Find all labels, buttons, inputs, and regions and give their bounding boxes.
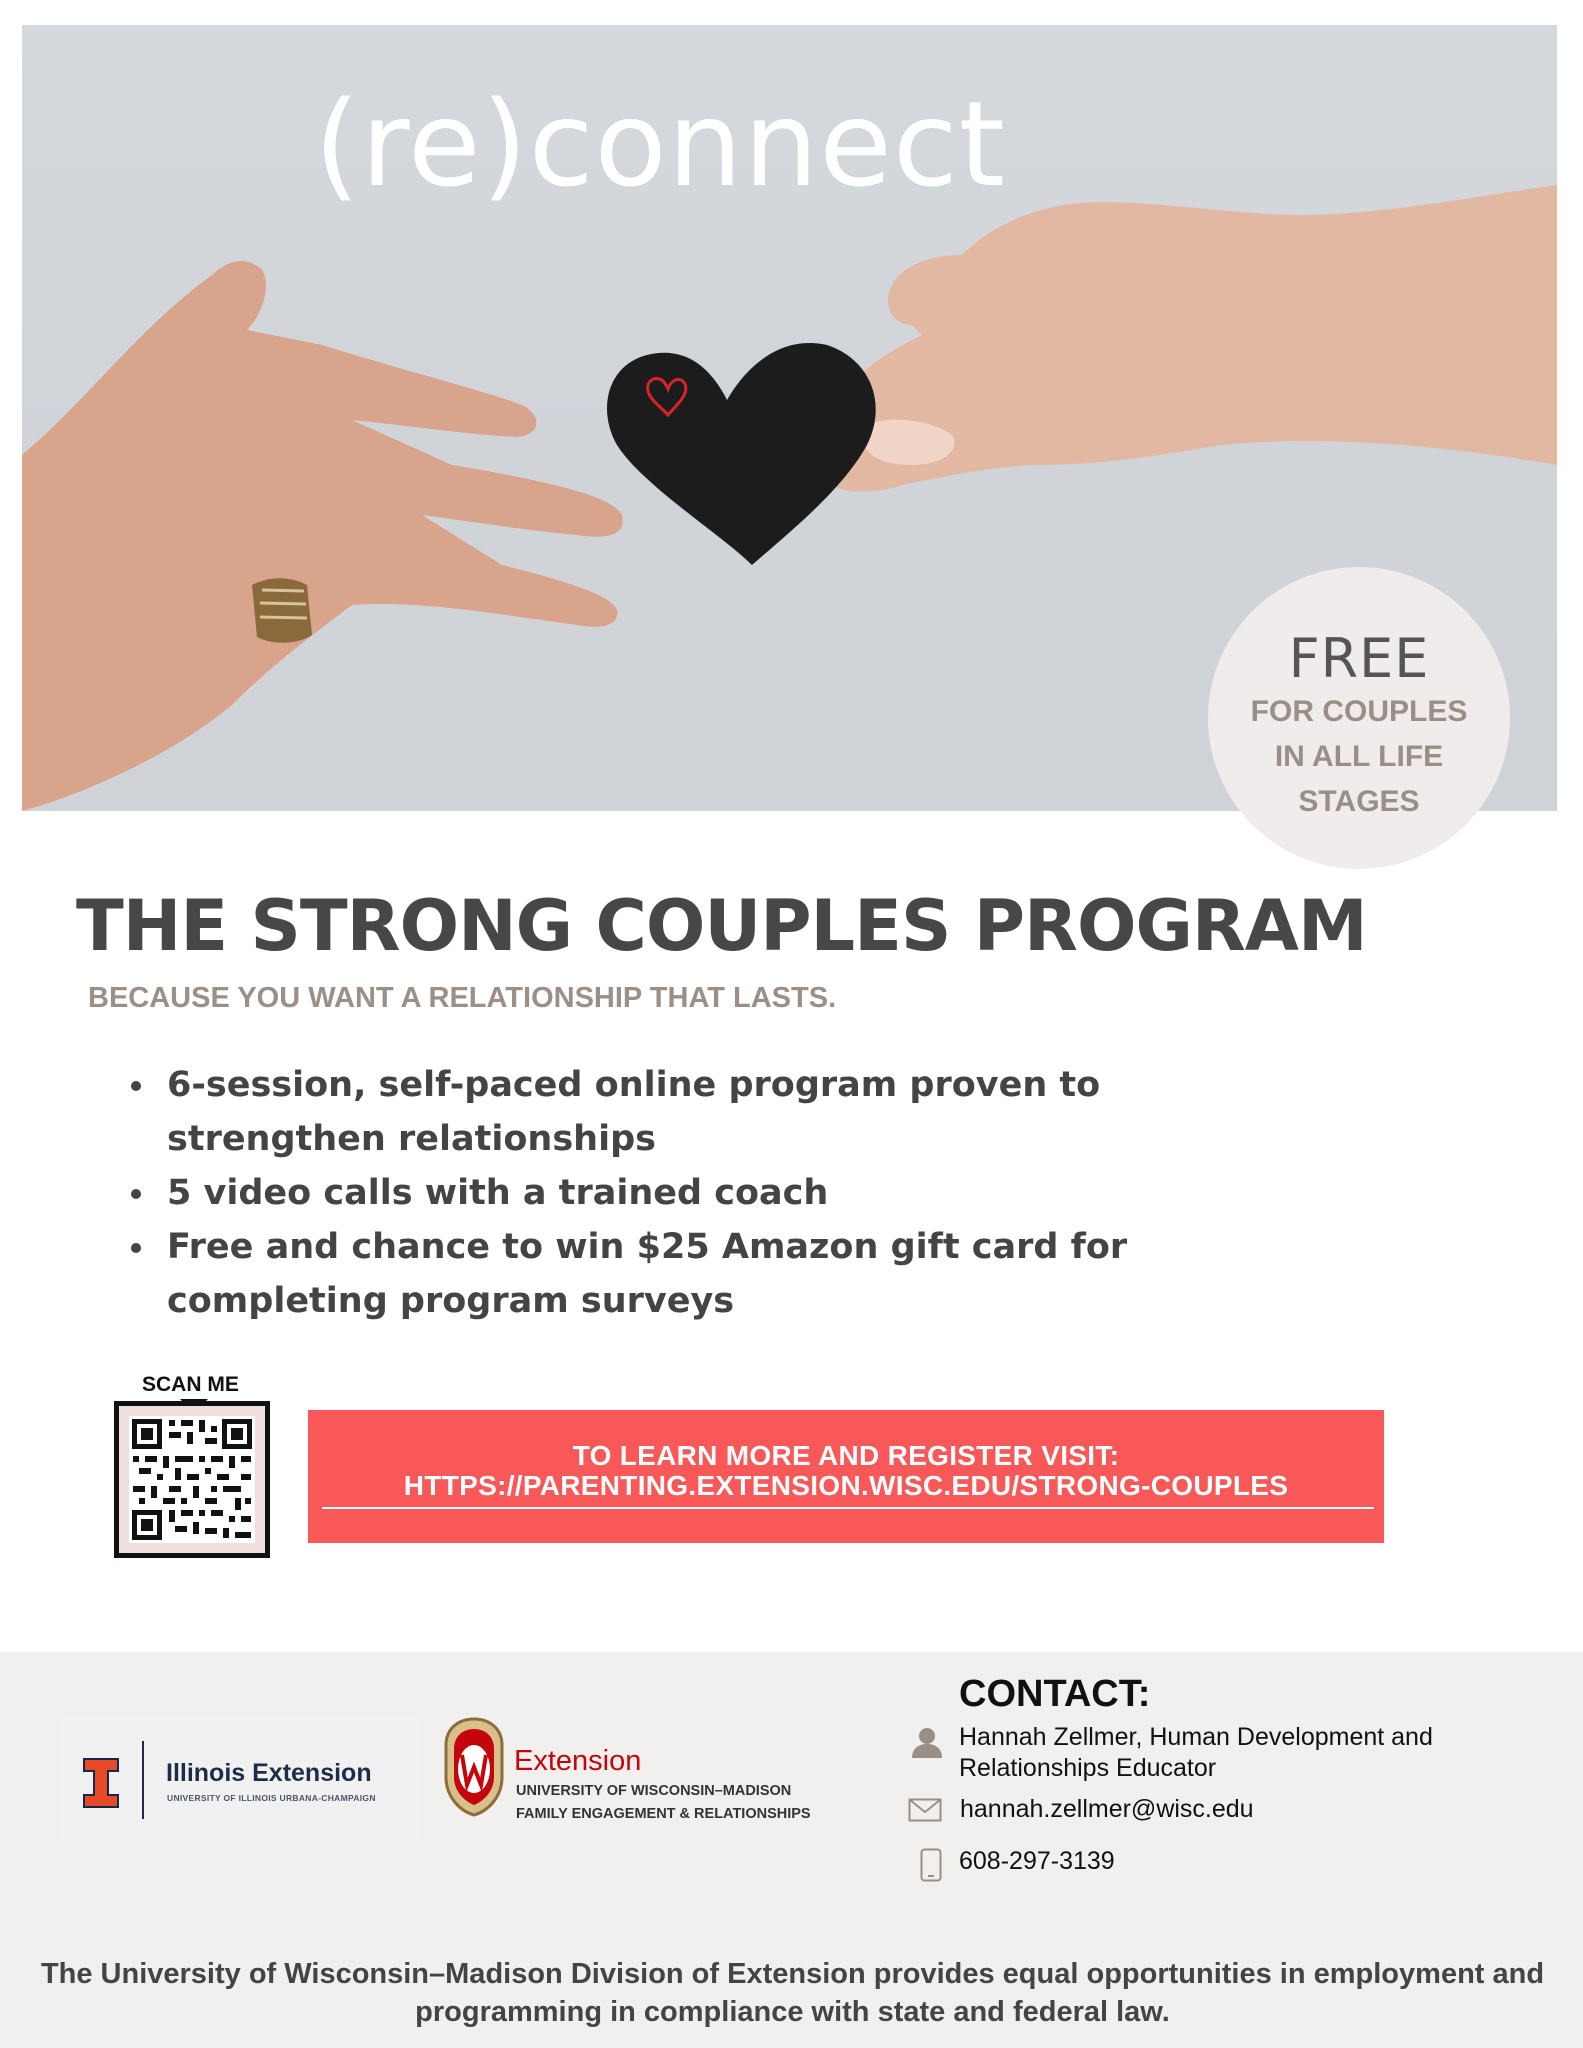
feature-item: 6-session, self-paced online program proven to strengthen relationships bbox=[126, 1058, 1326, 1166]
badge-line-2: IN ALL LIFE bbox=[1274, 740, 1444, 773]
email-icon bbox=[908, 1798, 942, 1822]
phone-icon bbox=[920, 1848, 942, 1882]
disclaimer-line-1: The University of Wisconsin–Madison Division of Extension provides equal opportunities in employment and bbox=[40, 1958, 1545, 1990]
illinois-extension-logo bbox=[58, 1715, 418, 1840]
contact-email-link[interactable]: hannah.zellmer@wisc.edu bbox=[960, 1795, 1254, 1823]
contact-heading: CONTACT: bbox=[959, 1673, 1151, 1715]
logo-divider bbox=[142, 1741, 144, 1819]
badge-line-1: FOR COUPLES bbox=[1250, 695, 1468, 728]
uw-subtitle-1: UNIVERSITY OF WISCONSIN–MADISON bbox=[516, 1783, 792, 1799]
left-hand bbox=[22, 261, 623, 811]
program-tagline: BECAUSE YOU WANT A RELATIONSHIP THAT LASTS. bbox=[88, 982, 837, 1014]
equal-opportunity-disclaimer bbox=[40, 1955, 1545, 2031]
feature-item: 5 video calls with a trained coach bbox=[126, 1166, 1326, 1220]
person-icon bbox=[909, 1724, 945, 1760]
uw-extension-name: Extension bbox=[514, 1745, 642, 1777]
disclaimer-line-2: programming in compliance with state and federal law. bbox=[415, 1996, 1170, 2028]
illinois-extension-name: Illinois Extension bbox=[166, 1759, 372, 1787]
cta-url-link[interactable]: HTTPS://PARENTING.EXTENSION.WISC.EDU/STRONG-COUPLES bbox=[403, 1470, 1289, 1501]
scan-me-label: SCAN ME bbox=[142, 1373, 239, 1396]
qr-code[interactable] bbox=[114, 1401, 270, 1558]
register-cta-banner[interactable] bbox=[308, 1410, 1384, 1543]
illinois-block-i-icon bbox=[82, 1757, 120, 1809]
contact-name-line-1: Hannah Zellmer, Human Development and bbox=[959, 1723, 1433, 1751]
program-title: THE STRONG COUPLES PROGRAM bbox=[76, 885, 1367, 967]
badge-line-3: STAGES bbox=[1298, 785, 1420, 818]
feature-item: Free and chance to win $25 Amazon gift card for completing program surveys bbox=[126, 1220, 1326, 1328]
right-hand bbox=[819, 185, 1557, 492]
contact-phone: 608-297-3139 bbox=[959, 1847, 1115, 1875]
uw-subtitle-2: FAMILY ENGAGEMENT & RELATIONSHIPS bbox=[516, 1806, 811, 1822]
qr-code-pattern bbox=[129, 1416, 255, 1543]
uw-crest-icon bbox=[440, 1715, 508, 1819]
illinois-subtitle: UNIVERSITY OF ILLINOIS URBANA-CHAMPAIGN bbox=[167, 1793, 376, 1803]
cta-underline bbox=[322, 1507, 1374, 1509]
cta-line-1: TO LEARN MORE AND REGISTER VISIT: bbox=[572, 1440, 1120, 1471]
program-features-list bbox=[126, 1058, 1326, 1328]
hero-title: (re)connect bbox=[314, 75, 1006, 213]
free-badge bbox=[1208, 567, 1510, 869]
qr-icon bbox=[129, 1416, 255, 1543]
contact-name-line-2: Relationships Educator bbox=[959, 1754, 1217, 1782]
black-paper-heart bbox=[607, 343, 876, 565]
badge-free-text: FREE bbox=[1288, 627, 1430, 690]
